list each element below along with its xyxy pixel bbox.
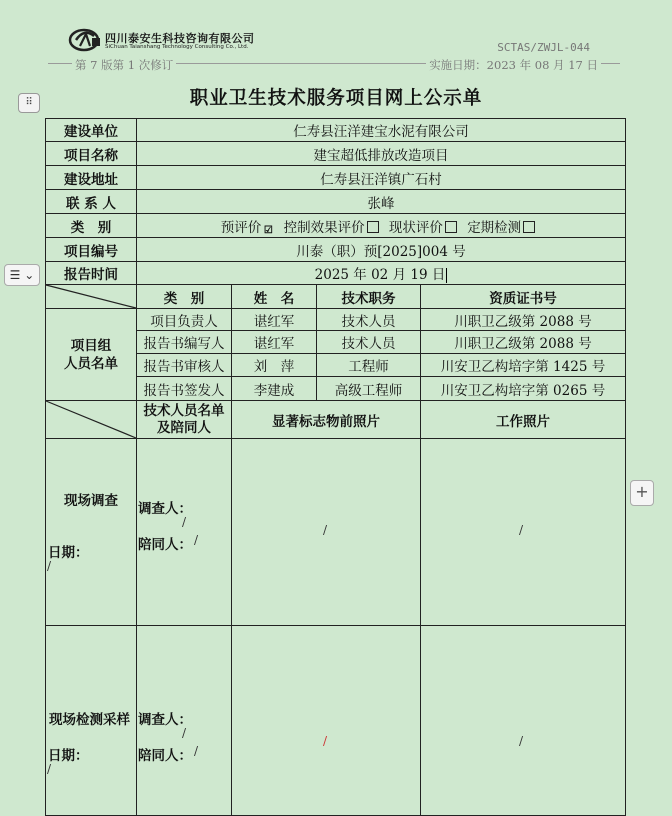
team-row-title[interactable]: 技术人员	[317, 309, 421, 331]
option-control-effect: 控制效果评价	[283, 219, 365, 236]
team-group-label	[46, 309, 137, 401]
team-row-name[interactable]: 谌红军	[232, 331, 317, 354]
sampling-investigator-value[interactable]: /	[182, 726, 187, 740]
team-row-title[interactable]: 高级工程师	[317, 377, 421, 401]
option-periodic-test: 定期检测	[467, 219, 522, 236]
team-group-label-line2: 人员名单	[64, 355, 118, 372]
survey-cell	[46, 439, 137, 626]
survey-landmark-placeholder: /	[323, 523, 328, 537]
address-value[interactable]: 仁寿县汪洋镇广石村	[137, 166, 626, 190]
sampling-landmark-placeholder: /	[323, 734, 328, 748]
team-row-cert[interactable]: 川安卫乙构培字第 1425 号	[421, 354, 626, 377]
company-name-cn: 四川泰安生科技咨询有限公司	[105, 32, 255, 45]
survey-investigator-label: 调查人：	[138, 501, 192, 517]
team-row-role: 报告书审核人	[137, 354, 232, 377]
report-time-text: 2025 年 02 月 19 日	[314, 267, 446, 283]
team-diagonal-cell	[46, 285, 137, 309]
team-row-cert[interactable]: 川职卫乙级第 2088 号	[421, 309, 626, 331]
chevron-down-icon: ⌄	[24, 268, 35, 282]
report-time-value[interactable]	[137, 262, 626, 285]
disclosure-table	[45, 118, 626, 816]
sampling-cell	[46, 626, 137, 816]
table-handle[interactable]	[4, 264, 40, 286]
sampling-companion-value[interactable]: /	[194, 744, 199, 758]
team-row-name[interactable]: 刘 萍	[232, 354, 317, 377]
survey-date-label: 日期：	[48, 545, 89, 561]
team-row-name[interactable]: 李建成	[232, 377, 317, 401]
sampling-date-value[interactable]: /	[47, 762, 52, 776]
contact-label: 联 系 人	[46, 190, 137, 214]
team-row-role: 报告书编写人	[137, 331, 232, 354]
project-name-value[interactable]: 建宝超低排放改造项目	[137, 142, 626, 166]
text-cursor	[446, 268, 447, 283]
sampling-investigator-label: 调查人：	[138, 712, 192, 728]
contact-value[interactable]: 张峰	[137, 190, 626, 214]
team-row-name[interactable]: 谌红军	[232, 309, 317, 331]
survey-companion-value[interactable]: /	[194, 533, 199, 547]
sampling-companion-label: 陪同人：	[138, 748, 192, 764]
document-code: SCTAS/ZWJL-044	[497, 41, 590, 54]
unit-label: 建设单位	[46, 119, 137, 142]
sampling-title: 现场检测采样	[49, 712, 130, 728]
team-row-title[interactable]: 工程师	[317, 354, 421, 377]
option-current-status: 现状评价	[388, 219, 443, 236]
current-status-checkbox[interactable]	[445, 221, 457, 233]
project-code-label: 项目编号	[46, 238, 137, 262]
company-logo	[68, 26, 298, 54]
sampling-work-photo[interactable]	[421, 626, 626, 816]
photo-header-staff-line1: 技术人员名单	[143, 402, 225, 419]
category-label: 类 别	[46, 214, 137, 238]
team-row-title[interactable]: 技术人员	[317, 331, 421, 354]
table-menu-icon: ☰	[9, 268, 21, 282]
sampling-staff-cell	[137, 626, 232, 816]
sampling-work-placeholder: /	[519, 734, 524, 748]
sampling-landmark-photo[interactable]	[232, 626, 421, 816]
report-time-label: 报告时间	[46, 262, 137, 285]
photo-header-staff-line2: 及陪同人	[157, 419, 211, 436]
implementation-date: 实施日期：2023 年 08 月 17 日	[426, 57, 601, 73]
survey-staff-cell	[137, 439, 232, 626]
survey-investigator-value[interactable]: /	[182, 515, 187, 529]
pre-evaluation-checkbox[interactable]: ☑	[263, 224, 273, 236]
team-row-role: 报告书签发人	[137, 377, 232, 401]
survey-landmark-photo[interactable]	[232, 439, 421, 626]
revision-label: 第 7 版第 1 次修订	[72, 57, 176, 73]
survey-work-placeholder: /	[519, 523, 524, 537]
project-code-value[interactable]: 川泰（职）预[2025]004 号	[137, 238, 626, 262]
survey-title: 现场调查	[64, 493, 118, 509]
add-column-button[interactable]: +	[630, 480, 654, 506]
survey-companion-label: 陪同人：	[138, 537, 192, 553]
team-row-cert[interactable]: 川安卫乙构培字第 0265 号	[421, 377, 626, 401]
category-options	[137, 214, 626, 238]
paragraph-handle-icon[interactable]: ⠿	[18, 93, 40, 113]
survey-work-photo[interactable]	[421, 439, 626, 626]
company-name-en: SiChuan Taianshang Technology Consulting Co., Ltd.	[105, 44, 249, 50]
option-pre-evaluation: 预评价	[220, 219, 262, 236]
team-header-name: 姓 名	[232, 285, 317, 309]
team-group-label-line1: 项目组	[70, 337, 112, 354]
photo-diagonal-cell	[46, 401, 137, 439]
photo-header-landmark: 显著标志物前照片	[232, 401, 421, 439]
photo-header-work: 工作照片	[421, 401, 626, 439]
company-logo-icon	[68, 26, 104, 54]
photo-header-staff	[137, 401, 232, 439]
address-label: 建设地址	[46, 166, 137, 190]
team-row-role: 项目负责人	[137, 309, 232, 331]
project-name-label: 项目名称	[46, 142, 137, 166]
unit-value[interactable]: 仁寿县汪洋建宝水泥有限公司	[137, 119, 626, 142]
sampling-date-label: 日期：	[48, 748, 89, 764]
team-row-cert[interactable]: 川职卫乙级第 2088 号	[421, 331, 626, 354]
page-title: 职业卫生技术服务项目网上公示单	[189, 88, 483, 109]
team-header-title: 技术职务	[317, 285, 421, 309]
control-effect-checkbox[interactable]	[367, 221, 379, 233]
periodic-test-checkbox[interactable]	[523, 221, 535, 233]
team-header-cert: 资质证书号	[421, 285, 626, 309]
team-header-category: 类 别	[137, 285, 232, 309]
survey-date-value[interactable]: /	[47, 559, 52, 573]
